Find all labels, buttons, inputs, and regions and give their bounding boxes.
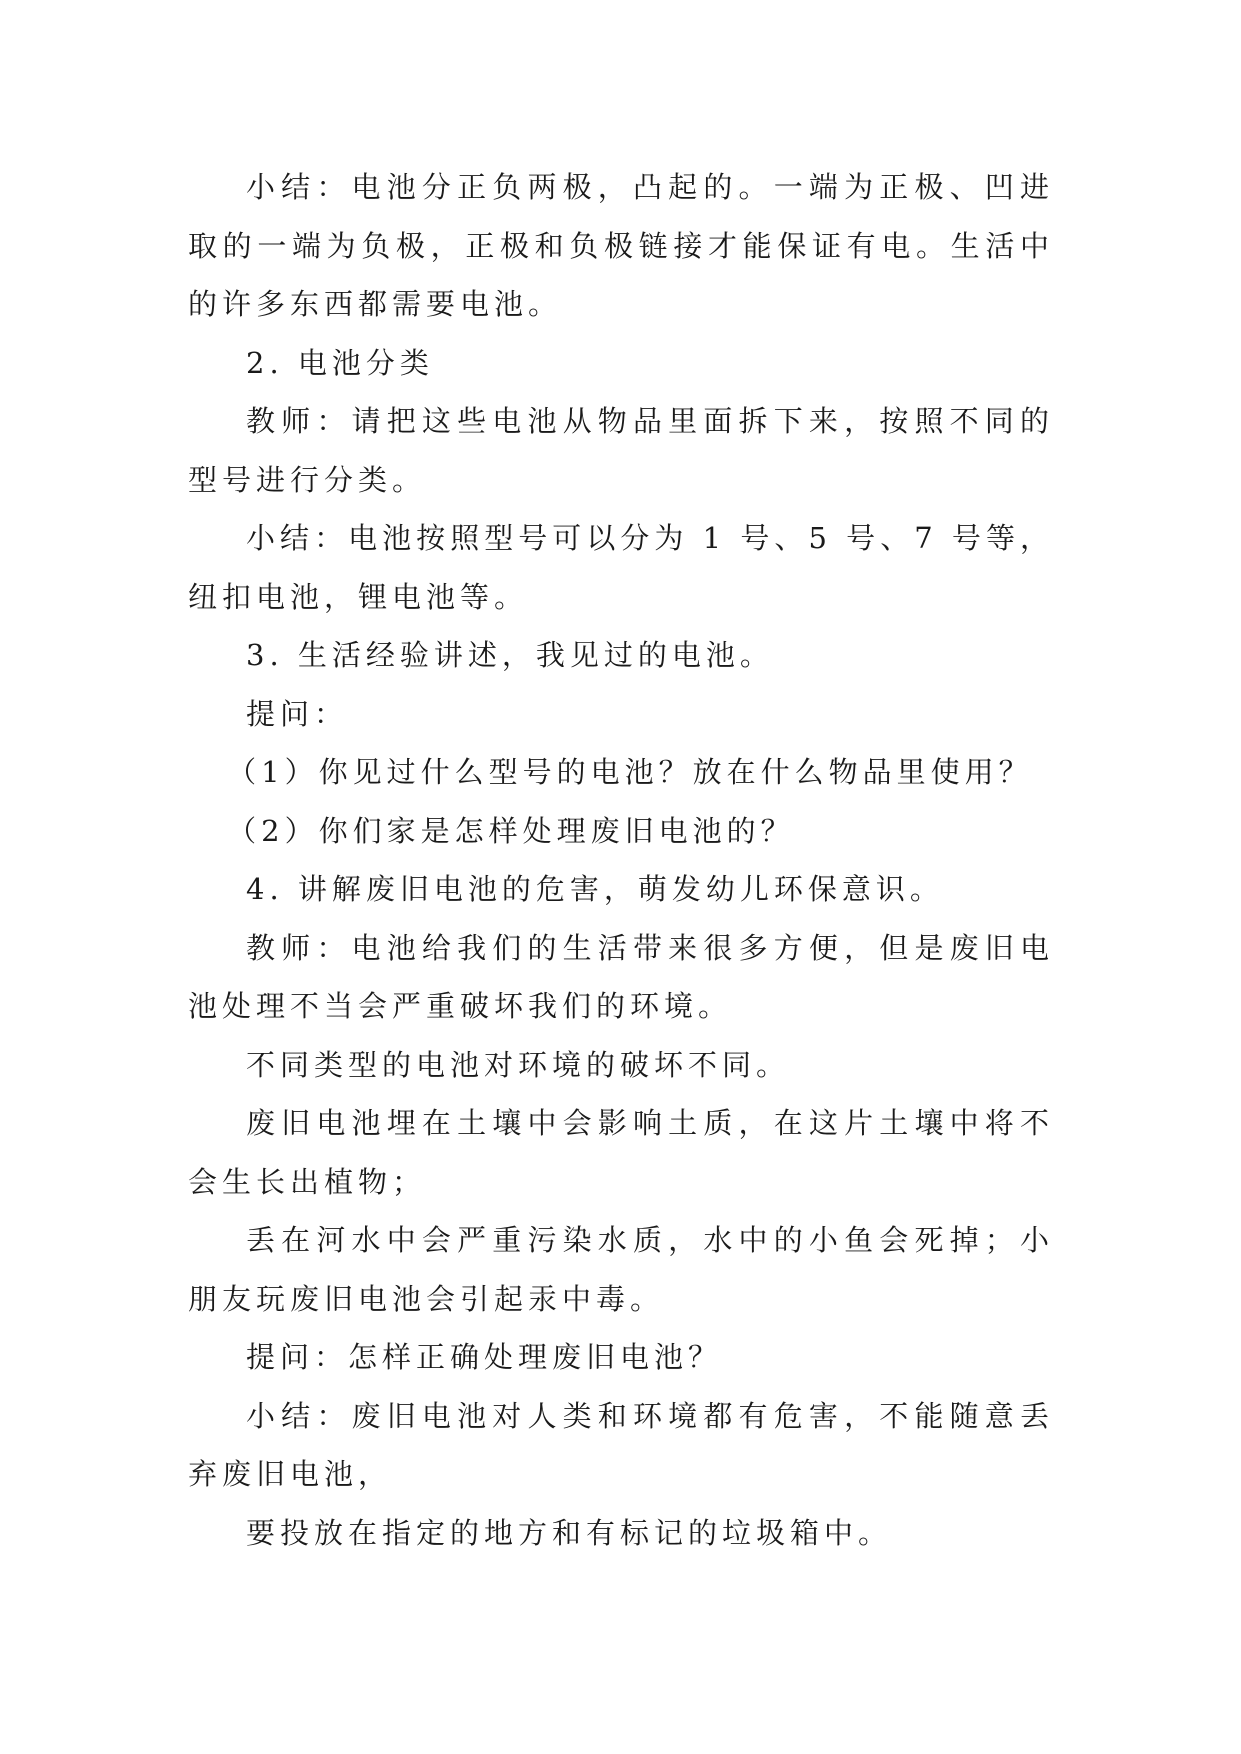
paragraph-disposal-instruction: 要投放在指定的地方和有标记的垃圾箱中。 xyxy=(246,1515,893,1550)
paragraph-question-label: 提问： xyxy=(246,696,349,731)
paragraph-question-1: （1）你见过什么型号的电池？放在什么物品里使用？ xyxy=(227,755,1033,789)
paragraph-soil-damage: 废旧电池埋在土壤中会影响土质，在这片土壤中将不会生长出植物； xyxy=(188,1106,1054,1199)
paragraph-heading-classification: 2. 电池分类 xyxy=(246,345,434,380)
paragraph-teacher-hazards: 教师：电池给我们的生活带来很多方便，但是废旧电池处理不当会严重破坏我们的环境。 xyxy=(188,930,1054,1023)
paragraph-summary-poles: 小结：电池分正负两极，凸起的。一端为正极、凹进取的一端为负极，正极和负极链接才能保证有电。生活中的许多东西都需要电池。 xyxy=(188,170,1054,321)
paragraph-summary-types: 小结：电池按照型号可以分为 1 号、5 号、7 号等，纽扣电池，锂电池等。 xyxy=(188,521,1054,614)
paragraph-summary-hazards: 小结：废旧电池对人类和环境都有危害，不能随意丢弃废旧电池， xyxy=(188,1398,1054,1491)
paragraph-heading-hazards: 4. 讲解废旧电池的危害，萌发幼儿环保意识。 xyxy=(246,872,944,906)
paragraph-heading-experience: 3. 生活经验讲述，我见过的电池。 xyxy=(246,638,774,672)
paragraph-different-damage: 不同类型的电池对环境的破坏不同。 xyxy=(246,1047,791,1082)
document-body xyxy=(188,158,1054,1562)
paragraph-question-disposal: 提问：怎样正确处理废旧电池？ xyxy=(246,1340,723,1374)
paragraph-water-damage: 丢在河水中会严重污染水质，水中的小鱼会死掉；小朋友玩废旧电池会引起汞中毒。 xyxy=(188,1223,1054,1316)
paragraph-teacher-instruction: 教师：请把这些电池从物品里面拆下来，按照不同的型号进行分类。 xyxy=(188,404,1054,497)
paragraph-question-2: （2）你们家是怎样处理废旧电池的？ xyxy=(227,813,795,848)
